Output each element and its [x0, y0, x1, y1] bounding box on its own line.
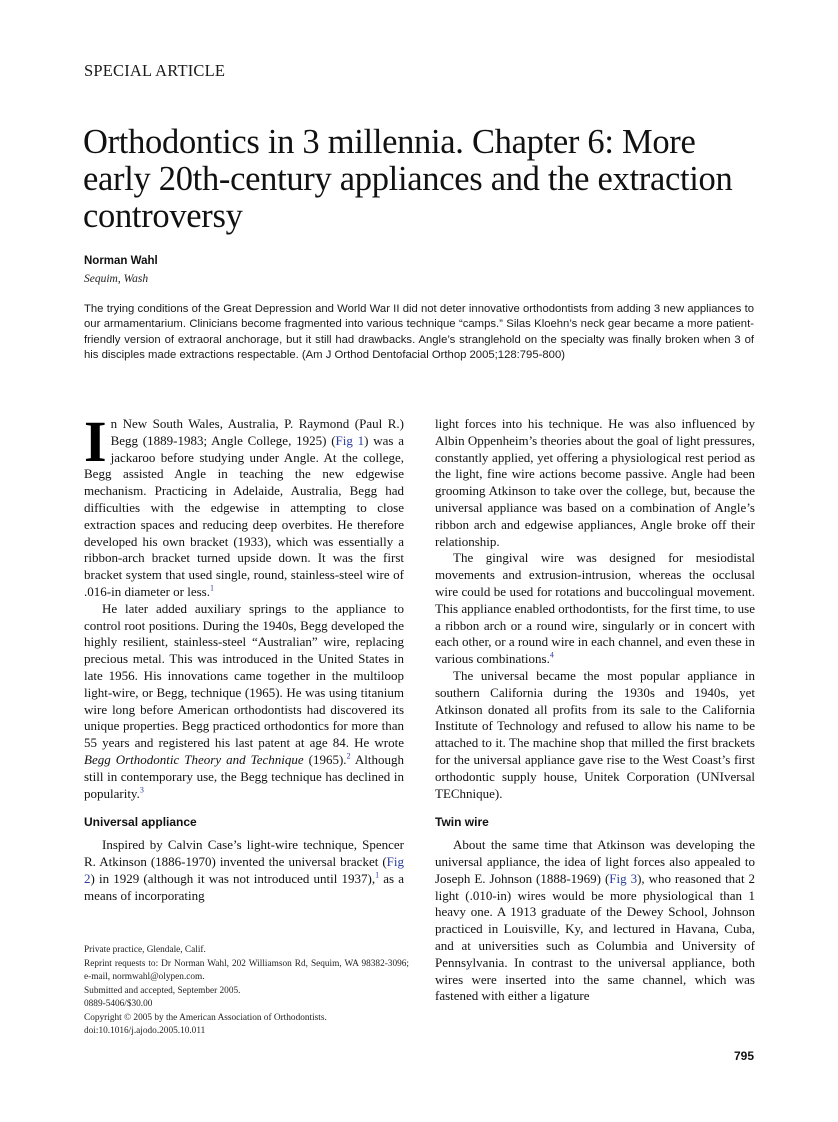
- right-column: [435, 416, 755, 1005]
- author-name: Norman Wahl: [84, 255, 158, 267]
- figure-link-fig1[interactable]: Fig 1: [335, 432, 365, 448]
- reference-link[interactable]: 2: [346, 751, 351, 761]
- paragraph-text: Although still in contemporary use, the Begg technique has declined in popularity.: [84, 751, 404, 801]
- figure-link-fig3[interactable]: Fig 3: [609, 870, 638, 886]
- section-label: SPECIAL ARTICLE: [84, 61, 226, 80]
- page-number: 795: [734, 1049, 755, 1063]
- footnote-copyright: Copyright © 2005 by the American Association of Orthodontists.: [84, 1012, 327, 1023]
- footnote-submitted: Submitted and accepted, September 2005.: [84, 985, 241, 996]
- paragraph: [435, 550, 755, 668]
- article-title: Orthodontics in 3 millennia. Chapter 6: More early 20th-century appliances and the extraction controversy: [83, 123, 733, 235]
- paragraph-text: The gingival wire was designed for mesiodistal movements and extrusion-intrusion, whereas the occlusal wire could be used for rotations and buccolingual movement. This appliance enabled orthodontists, for the first time, to use a ribbon arch or a round wire, singularly or in concert with each other, or a round wire in each channel, and even these in various combinations.: [435, 550, 756, 667]
- paragraph-text: n New South Wales, Australia, P. Raymond (Paul R.) Begg (1889-1983; Angle College, 1925) (: [110, 416, 404, 448]
- paragraph: [435, 837, 755, 1005]
- paragraph: light forces into his technique. He was also influenced by Albin Oppenheim’s theories about the goal of light pressures, constantly applied, yet offering a physiological rest period as the light, fine wire actions become passive. Angle had been grooming Atkinson to take over the college, but, because the universal appliance was based on a combination of Angle’s ribbon arch and edgewise appliances, Angle broke off their relationship.: [435, 416, 755, 549]
- paragraph-text: as a means of incorporating: [84, 870, 404, 903]
- footnote-reprint: Reprint requests to: Dr Norman Wahl, 202 Williamson Rd, Sequim, WA 98382-3096; e-mail, normwahl@olypen.com.: [84, 958, 409, 982]
- paragraph: The universal became the most popular appliance in southern California during the 1930s and 1940s, yet Atkinson donated all profits from its sale to the California Institute of Technology and refused to allow his name to be attached to it. The machine shop that milled the first brackets for the universal appliance gave rise to the West Coast’s first orthodontic supply house, Unitek Corporation (UNIversal TEChnique).: [435, 667, 755, 801]
- section-heading-universal-appliance: Universal appliance: [84, 815, 197, 830]
- paragraph: [84, 601, 404, 803]
- abstract: The trying conditions of the Great Depression and World War II did not deter innovative orthodontists from adding 3 new appliances to our armamentarium. Clinicians become fragmented into various technique “camps.” Silas Kloehn’s neck gear became a more patient-friendly version of extraoral anchorage, but it still had drawbacks. Angle’s stranglehold on the specialty was finally broken when 3 of his disciples made extractions respectable. (Am J Orthod Dentofacial Orthop 2005;128:795-800): [84, 303, 754, 361]
- footnotes: [84, 944, 409, 1039]
- footnote-issn: 0889-5406/$30.00: [84, 999, 153, 1009]
- paragraph-text: Inspired by Calvin Case’s light-wire technique, Spencer R. Atkinson (1886-1970) invented the universal bracket (: [84, 837, 404, 869]
- footnote-practice: Private practice, Glendale, Calif.: [84, 945, 206, 955]
- paragraph-text: (1965).: [303, 751, 347, 767]
- author-affiliation: Sequim, Wash: [84, 273, 149, 285]
- paragraph-text: About the same time that Atkinson was developing the universal appliance, the idea of light forces also appealed to Joseph E. Johnson (1888-1969) (: [435, 837, 755, 886]
- reference-link[interactable]: 4: [549, 650, 554, 660]
- paragraph: [84, 837, 404, 904]
- reference-link[interactable]: 3: [139, 785, 144, 795]
- reference-link[interactable]: 1: [210, 583, 214, 593]
- paragraph-text: ), who reasoned that 2 light (.010-in) wires would be more physiological than 1 heavy one. A 1913 graduate of the Dewey School, Johnson practiced in Louisville, Ky, and lectured in Havana, Cuba, and at universities such as Columbia and University of Pennsylvania. In contrast to the universal appliance, both wires were inserted into the same channel, which was fastened with either a ligature: [435, 870, 756, 1004]
- book-title: Begg Orthodontic Theory and Technique: [84, 751, 304, 767]
- section-heading-twin-wire: Twin wire: [435, 815, 489, 830]
- footnote-doi[interactable]: doi:10.1016/j.ajodo.2005.10.011: [84, 1026, 206, 1036]
- figure-link-fig2[interactable]: Fig 2: [84, 853, 404, 886]
- paragraph-text: ) in 1929 (although it was not introduced until 1937),: [90, 870, 376, 886]
- paragraph-text: ) was a jackaroo before studying under Angle. At the college, Begg assisted Angle in teaching the new edgewise mechanism. Practicing in Adelaide, Australia, Begg had difficulties with the edgewise in attempting to close extraction spaces and reducing deep overbites. He therefore developed his own bracket (1933), which was essentially a ribbon-arch bracket turned upside down. It was the first bracket system that used single, round, stainless-steel wire of .016-in diameter or less.: [84, 432, 404, 599]
- paragraph-text: He later added auxiliary springs to the appliance to control root positions. During the 1940s, Begg developed the highly resilient, stainless-steel “Australian” wire, replacing precious metal. This was introduced in the United States in late 1956. His innovations came together in the multiloop light-wire, or Begg, technique (1965). He was using titanium wire long before American orthodontists had discovered its unique properties. Begg practiced orthodontics for more than 55 years and registered his last patent at age 84. He wrote: [84, 600, 404, 751]
- drop-cap: I: [84, 409, 107, 474]
- reference-link[interactable]: 1: [375, 870, 380, 880]
- paragraph: [84, 409, 404, 601]
- left-column: [84, 409, 404, 904]
